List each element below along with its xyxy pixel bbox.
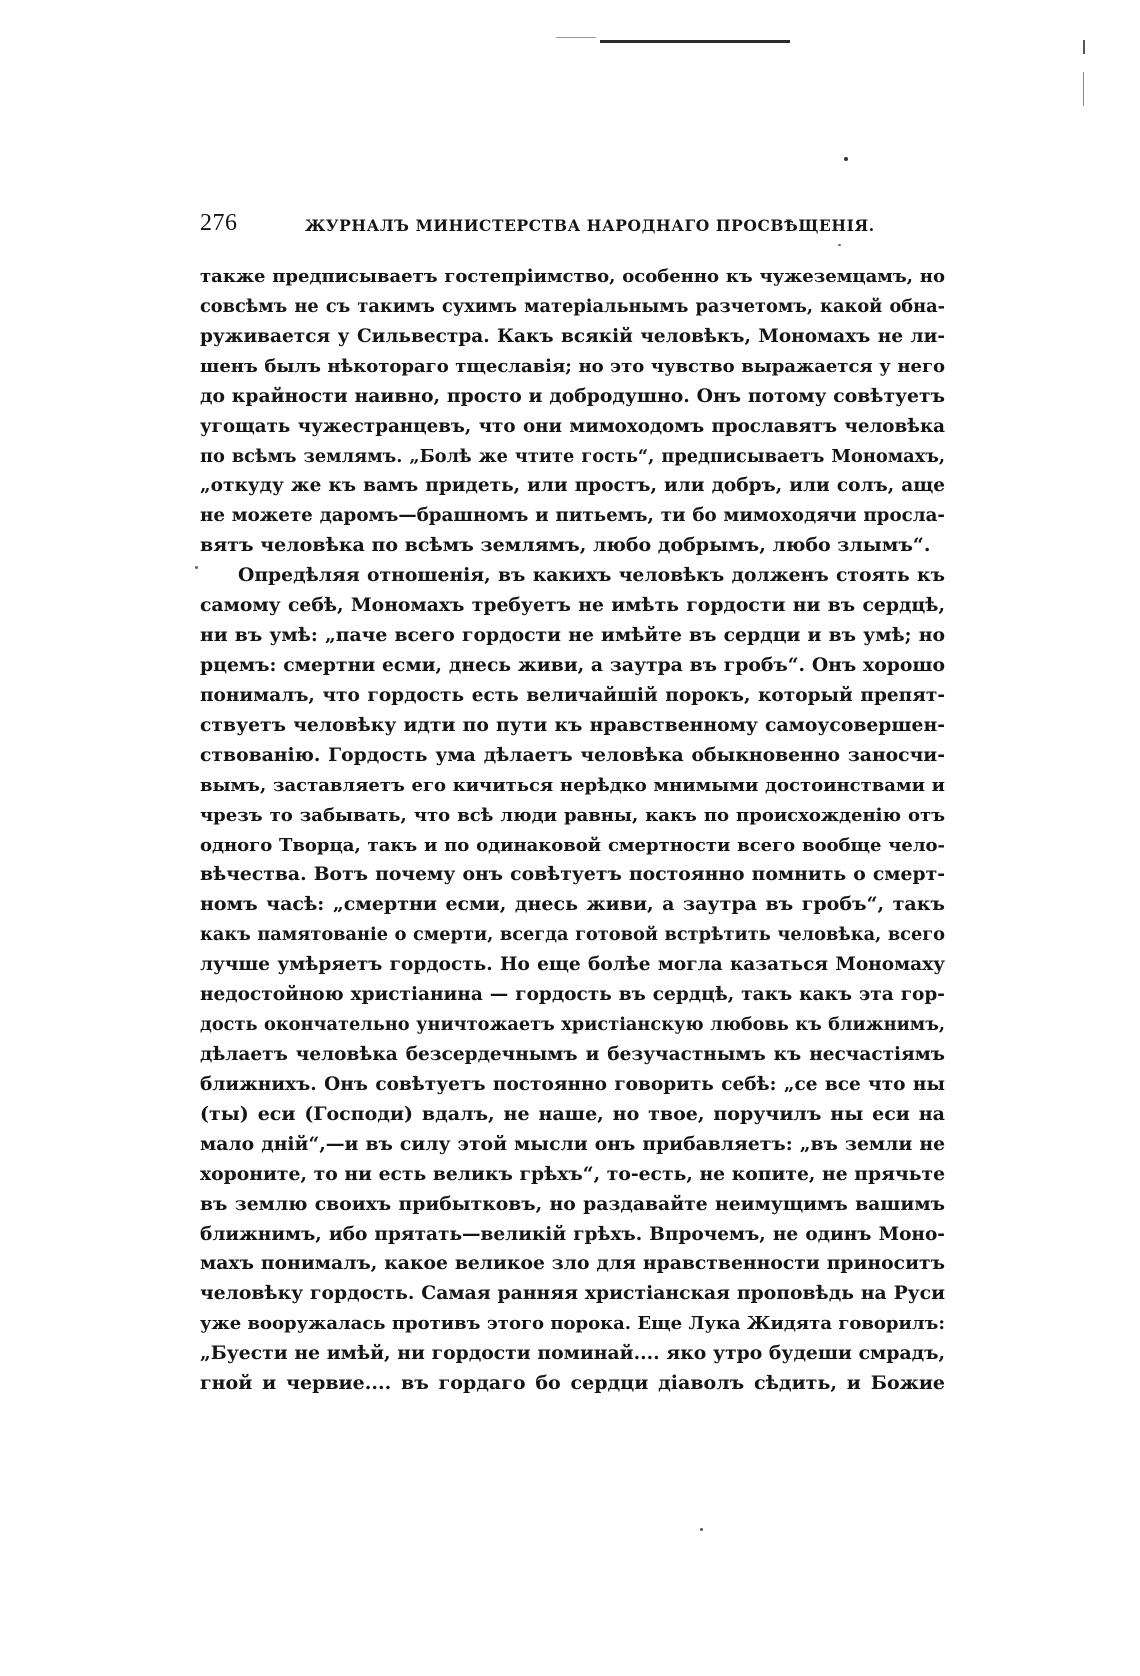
text-line: лучше умѣряетъ гордость. Но еще болѣе могла казаться Мономаху (200, 954, 945, 976)
text-line: дость окончательно уничтожаетъ христіанскую любовь къ ближнимъ, (200, 1014, 945, 1036)
running-head (200, 210, 875, 242)
journal-title: ЖУРНАЛЪ МИНИСТЕРСТВА НАРОДНАГО ПРОСВѢЩЕНІЯ. (305, 216, 875, 235)
text-line: гной и червие.... въ гордаго бо сердци діаволъ сѣдить, и Божие (200, 1372, 945, 1395)
text-line: также предписываетъ гостепріимство, особенно къ чужеземцамъ, но (200, 266, 945, 287)
text-line: ближнихъ. Онъ совѣтуетъ постоянно говорить себѣ: „се все что ны (200, 1073, 945, 1095)
text-line: рцемъ: смертни есми, днесь живи, а заутра въ гробъ“. Онъ хорошо (200, 653, 945, 676)
text-line: номъ часѣ: „смертни есми, днесь живи, а заутра въ гробъ“, такъ (200, 893, 945, 916)
text-line: одного Творца, такъ и по одинаковой смертности всего вообще чело- (200, 834, 945, 856)
scan-edge-mark (556, 37, 596, 38)
text-line: совсѣмъ не съ такимъ сухимъ матеріальнымъ разчетомъ, какой обна- (200, 295, 945, 317)
text-line: „откуду же къ вамъ придеть, или простъ, или добръ, или солъ, аще (200, 475, 945, 497)
scan-edge-mark (1083, 72, 1084, 106)
text-line: ствованію. Гордость ума дѣлаетъ человѣка обыкновенно заносчи- (200, 743, 945, 766)
text-line: въ землю своихъ прибытковъ, но раздавайте неимущимъ вашимъ (200, 1192, 945, 1215)
scan-speck (700, 1528, 703, 1531)
scan-speck (844, 157, 848, 161)
scan-speck (838, 244, 841, 246)
body-text (200, 262, 945, 1399)
text-line: вымъ, заставляетъ его кичиться нерѣдко мнимыми достоинствами и (200, 774, 945, 796)
text-line: махъ понималъ, какое великое зло для нравственности приноситъ (200, 1252, 945, 1275)
text-line: человѣку гордость. Самая ранняя христіанская проповѣдь на Руси (200, 1282, 945, 1305)
page-number: 276 (200, 210, 238, 236)
text-line: руживается у Сильвестра. Какъ всякій человѣкъ, Мономахъ не ли- (200, 325, 945, 347)
text-line: ствуетъ человѣку идти по пути къ нравственному самоусовершен- (200, 713, 945, 736)
text-line: недостойною христіанина — гордость въ сердцѣ, такъ какъ эта гор- (200, 984, 945, 1006)
text-line: чрезъ то забывать, что всѣ люди равны, какъ по происхожденію отъ (200, 804, 945, 826)
scan-edge-mark (1083, 40, 1085, 54)
text-line: шенъ былъ нѣкотораго тщеславія; но это чувство выражается у него (200, 355, 945, 377)
text-line: дѣлаетъ человѣка безсердечнымъ и безучастнымъ къ несчастіямъ (200, 1043, 945, 1065)
text-line: вятъ человѣка по всѣмъ землямъ, любо добрымъ, любо злымъ“. (200, 534, 931, 557)
text-line: по всѣмъ землямъ. „Болѣ же чтите гость“, предписываетъ Мономахъ, (200, 445, 945, 467)
text-line: понималъ, что гордость есть величайшій порокъ, который препят- (200, 684, 945, 706)
scan-edge-mark (600, 40, 790, 43)
text-line: ни въ умѣ: „паче всего гордости не имѣйте въ сердци и въ умѣ; но (200, 624, 945, 647)
text-line: Опредѣляя отношенія, въ какихъ человѣкъ долженъ стоять къ (238, 564, 945, 587)
text-line: (ты) еси (Господи) вдалъ, не наше, но твое, поручилъ ны еси на (200, 1102, 945, 1125)
text-line: вѣчества. Вотъ почему онъ совѣтуетъ постоянно помнить о смерт- (200, 863, 945, 886)
text-line: хороните, то ни есть великъ грѣхъ“, то-есть, не копите, не прячьте (200, 1162, 945, 1185)
text-line: мало дній“,—и въ силу этой мысли онъ прибавляетъ: „въ земли не (200, 1132, 945, 1155)
text-line: ближнимъ, ибо прятать—великій грѣхъ. Впрочемъ, не одинъ Моно- (200, 1223, 945, 1245)
text-line: какъ памятованіе о смерти, всегда готовой встрѣтить человѣка, всего (200, 924, 945, 946)
text-line: самому себѣ, Мономахъ требуетъ не имѣть гордости ни въ сердцѣ, (200, 594, 945, 617)
scan-speck (195, 566, 198, 569)
text-line: „Буести не имѣй, ни гордости поминай.... яко утро будеши смрадъ, (200, 1342, 945, 1365)
text-line: не можете даромъ—брашномъ и питьемъ, ти бо мимоходячи просла- (200, 505, 945, 527)
text-line: угощать чужестранцевъ, что они мимоходомъ прославятъ человѣка (200, 415, 945, 437)
text-line: до крайности наивно, просто и добродушно. Онъ потому совѣтуетъ (200, 384, 945, 407)
text-line: уже вооружалась противъ этого порока. Еще Лука Жидята говорилъ: (200, 1313, 945, 1335)
